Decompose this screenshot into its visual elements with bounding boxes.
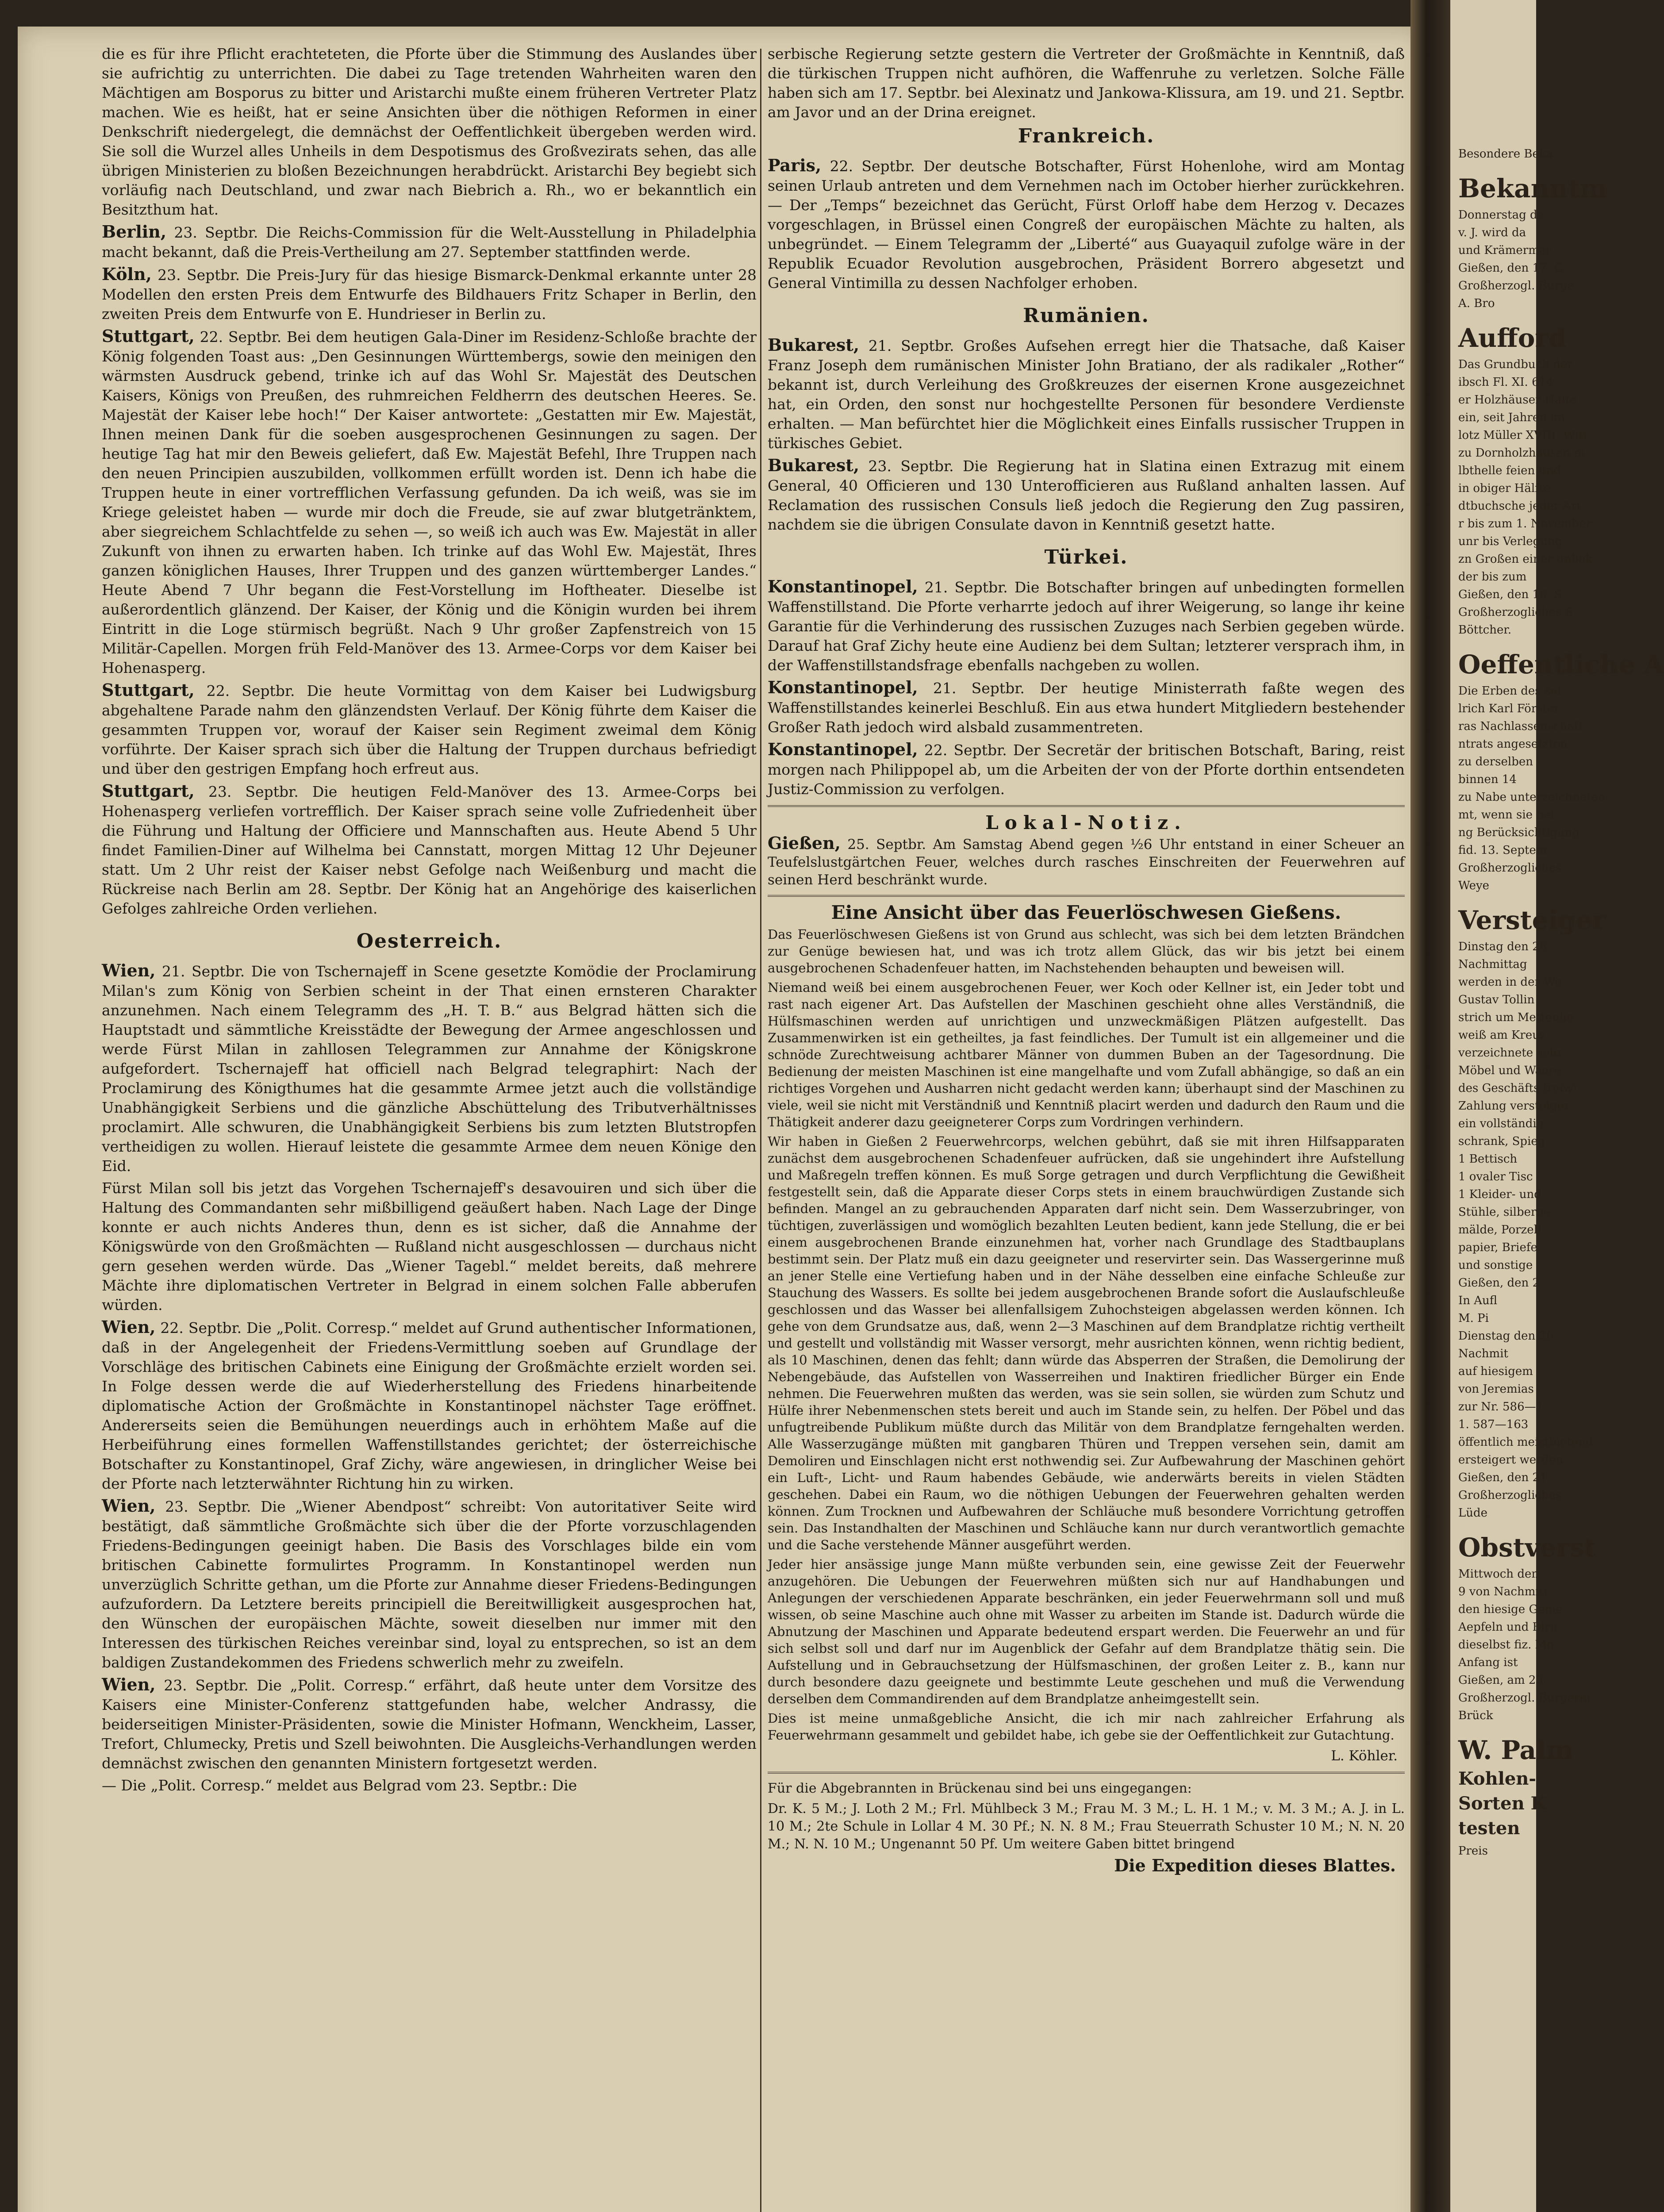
news-item-konstantinopel-1	[768, 577, 1405, 675]
dateline: Paris,	[768, 155, 822, 175]
article-paragraph: Das Feuerlöschwesen Gießens ist von Grund aus schlecht, was sich bei dem letzten Brändchen zur Genüge bewiesen hat, und was ich trotz allem Glück, das wir bis jetzt bei einem ausgebrochenen Schadenfeuer hatten, im Nachstehenden behaupten und beweisen will.	[768, 927, 1405, 975]
adjacent-page-line: ng Berücksichtigung	[1458, 826, 1580, 839]
left-column	[102, 44, 757, 1798]
news-text: 22. Septbr. Bei dem heutigen Gala-Diner im Residenz-Schloße brachte der König folgenden Toast aus: „Den Gesinnungen Württembergs, sowie den meinigen den wärmsten Ausdruck gebend, trinke ich auf das Wohl Sr. Majestät des Deutschen Kaisers, Königs von Preußen, des ruhmreichen Feldherrn des deutschen Heeres. Se. Majestät der Kaiser lebe hoch!“ Der Kaiser antwortete: „Gestatten mir Ew. Majestät, Ihnen meinen Dank für die soeben ausgesprochenen Gesinnungen zu sagen. Der heutige Tag hat mir den Beweis geliefert, daß Ew. Majestät Befehl, Ihre Truppen nach den neuen Principien auszubilden, vollkommen erfüllt worden ist. Denn ich habe die Truppen heute in einer vortrefflichen Verfassung gefunden. Da ich weiß, was sie im Kriege geleistet haben — wurde mir doch die Freude, sie auf zwar blutgetränktem, aber siegreichem Schlachtfelde zu sehen —, so weiß ich auch was Ew. Majestät in aller Zukunft von ihnen zu erwarten haben. Ich trinke auf das Wohl Ew. Majestät, Ihres ganzen königlichen Hauses, Ihrer Truppen und des ganzen württemberger Landes.“ Heute Abend 7 Uhr begann die Fest-Vorstellung im Hoftheater. Dieselbe ist außerordentlich glänzend. Der Kaiser, der König und die Königin wurden bei ihrem Eintritt in die Loge stürmisch begrüßt. Nach 9 Uhr großer Zapfenstreich von 15 Militär-Capellen. Morgen früh Feld-Manöver des 13. Armee-Corps vor dem Kaiser bei Hohenasperg.	[102, 328, 757, 676]
divider	[768, 895, 1405, 897]
news-text: 22. Septbr. Der deutsche Botschafter, Fürst Hohenlohe, wird am Montag seinen Urlaub antreten und dem Vernehmen nach im October hierher zurückkehren. — Der „Temps“ bezeichnet das Gerücht, Fürst Orloff habe dem Herzog v. Decazes vorgeschlagen, in Brüssel einen Congreß der europäischen Mächte zu halten, als unbegründet. — Einem Telegramm der „Liberté“ aus Guayaquil zufolge wäre in der Republik Ecuador Revolution ausgebrochen, Präsident Borrero abgesetzt und General Vintimilla zu dessen Nachfolger erhoben.	[768, 157, 1405, 292]
adjacent-page-line: von Jeremias	[1458, 1382, 1534, 1396]
dateline: Gießen,	[768, 833, 841, 853]
adjacent-page-line: Großherzogliches	[1458, 861, 1562, 875]
adjacent-page-line: lbthelle feien und	[1458, 464, 1561, 477]
adjacent-page-line: Anfang ist	[1458, 1656, 1518, 1669]
dateline: Bukarest,	[768, 335, 860, 355]
news-text: 23. Septbr. Die Regierung hat in Slatina einen Extrazug mit einem General, 40 Officieren und 130 Unterofficieren aus Rußland anhalten lassen. Auf Reclamation des russischen Consuls ließ jedoch die Regierung den Zug passiren, nachdem sie die übrigen Consulate davon in Kenntniß gesetzt hatte.	[768, 457, 1405, 533]
article-title: Eine Ansicht über das Feuerlöschwesen Gießens.	[831, 902, 1341, 923]
paragraph: Fürst Milan soll bis jetzt das Vorgehen Tschernajeff's desavouiren und sich über die Haltung des Commandanten sehr mißbilligend geäußert haben. Nach Lage der Dinge konnte er auch nichts Anderes thun, denn es ist sicher, daß die Annahme der Königswürde von den Großmächten — Rußland nicht ausgeschlossen — durchaus nicht gern gesehen werden würde. Das „Wiener Tagebl.“ meldet bereits, daß mehrere Mächte ihre diplomatischen Vertreter in Belgrad in einem solchen Falle abberufen würden.	[102, 1179, 757, 1313]
adjacent-page-line: Dienstag den 26	[1458, 1329, 1554, 1343]
news-item-berlin	[102, 222, 757, 262]
paragraph: die es für ihre Pflicht erachteteten, die Pforte über die Stimmung des Auslandes über sie aufrichtig zu unterrichten. Die dabei zu Tage tretenden Wahrheiten waren den Mächtigen am Bosporus zu bitter und Aristarchi mußte einem früheren Vertreter Platz machen. Wie es heißt, hat er seine Ansichten über die nöthigen Reformen in einer Denkschrift niedergelegt, die demnächst der Oeffentlichkeit übergeben werden wird. Sie soll die Wurzel alles Unheils in dem Despotismus des Großvezirats sehen, das alle übrigen Ministerien zu bloßen Bezeichnungen herabdrückt. Aristarchi Bey begiebt sich vorläufig nach Deutschland, und zwar nach Biebrich a. Rh., wo er bekanntlich ein Besitzthum hat.	[102, 45, 757, 218]
adjacent-page-line: testen	[1458, 1818, 1520, 1839]
dateline: Wien,	[102, 1317, 156, 1337]
adjacent-page-line: ein vollständig	[1458, 1117, 1544, 1130]
adjacent-page-line: schrank, Spieg	[1458, 1135, 1545, 1148]
dateline: Bukarest,	[768, 455, 860, 475]
adjacent-page-line: zu Dornholzhausen ei	[1458, 446, 1585, 460]
adjacent-page-line: mt, wenn sie bei	[1458, 808, 1554, 822]
adjacent-page-line: Möbel und Waare	[1458, 1064, 1561, 1077]
dateline: Wien,	[102, 1496, 156, 1516]
adjacent-page-line: lotz Müller XVIII. Witt	[1458, 429, 1588, 442]
adjacent-page-line: ibsch Fl. XI. 614	[1458, 376, 1554, 389]
expedition-signature: Die Expedition dieses Blattes.	[1114, 1855, 1396, 1875]
dateline: Konstantinopel,	[768, 576, 918, 596]
adjacent-page-line: Aufford	[1458, 323, 1567, 353]
adjacent-page-line: er Holzhäuser-Hälte	[1458, 393, 1577, 407]
adjacent-page-line: papier, Briefe	[1458, 1241, 1537, 1254]
adjacent-page-line: ras Nachlassenschaft	[1458, 720, 1583, 733]
section-heading-frankreich: Frankreich.	[1018, 125, 1155, 147]
adjacent-page-line: mälde, Porzell	[1458, 1223, 1541, 1237]
section-heading-rumaenien: Rumänien.	[1023, 304, 1149, 327]
section-heading-oesterreich: Oesterreich.	[356, 930, 502, 952]
adjacent-page-line: M. Pi	[1458, 1312, 1489, 1325]
adjacent-page-line: Nachmittag	[1458, 958, 1527, 971]
adjacent-page-line: zu derselben	[1458, 755, 1533, 768]
adjacent-page-line: Nachmit	[1458, 1347, 1508, 1360]
adjacent-page-line: Stühle, silberne	[1458, 1206, 1551, 1219]
dateline: Stuttgart,	[102, 781, 195, 801]
dateline: Köln,	[102, 264, 152, 284]
adjacent-page-line: dieselbst fiz. Mo	[1458, 1638, 1554, 1651]
divider	[768, 1772, 1405, 1774]
adjacent-page-line: öffentlich meistbietend	[1458, 1436, 1593, 1449]
adjacent-page-line: auf hiesigem	[1458, 1365, 1533, 1378]
news-item-wien-3	[102, 1496, 757, 1672]
news-text: 21. Septbr. Die von Tschernajeff in Scene gesetzte Komödie der Proclamirung Milan's zum König von Serbien scheint in der That einen ernsteren Charakter anzunehmen. Nach einem Telegramm des „H. T. B.“ aus Belgrad hätten sich die Hauptstadt und sämmtliche Kreisstädte der Bewegung der Armee angeschlossen und werde Fürst Milan in zahllosen Telegrammen zur Annahme der Königskrone aufgefordert. Tschernajeff hat officiell nach Belgrad telegraphirt: Nach der Proclamirung des Königthumes hat die gesammte Armee jetzt auch die vollständige Unabhängigkeit Serbiens und die gänzliche Abschüttelung des Tributverhältnisses proclamirt. Alle schwuren, die Unabhängigkeit Serbiens bis zum letzten Blutstropfen vertheidigen zu wollen. Hierauf leistete die gesammte Armee dem neuen Könige den Eid.	[102, 963, 757, 1175]
adjacent-page-line: Großherzogl. Bürgerm	[1458, 1691, 1591, 1705]
column-rule	[760, 49, 761, 2212]
adjacent-page-line: Lüde	[1458, 1506, 1488, 1520]
adjacent-page-line: Gießen, am 23.	[1458, 1674, 1547, 1687]
middle-column	[768, 44, 1405, 1875]
adjacent-page-line: den hiesige Geme	[1458, 1603, 1563, 1616]
adjacent-page-line: binnen 14	[1458, 773, 1517, 786]
adjacent-page-line: v. J. wird da	[1458, 226, 1526, 239]
donations-heading: Für die Abgebrannten in Brückenau sind bei uns eingegangen:	[768, 1781, 1192, 1796]
adjacent-page-line: werden in der Wo	[1458, 975, 1562, 989]
dateline: Wien,	[102, 1674, 156, 1694]
adjacent-page-line: 1 Kleider- und	[1458, 1188, 1541, 1201]
adjacent-page-line: Zahlung versteiger	[1458, 1099, 1570, 1113]
adjacent-page-line: weiß am Kreuz	[1458, 1029, 1546, 1042]
adjacent-page-line: Böttcher.	[1458, 623, 1512, 637]
adjacent-page-line: Besondere Beka	[1458, 147, 1553, 161]
adjacent-page-line: lrich Karl Förster	[1458, 702, 1560, 715]
adjacent-page-line: in obiger Hälfte	[1458, 482, 1551, 495]
dateline: Wien,	[102, 960, 156, 980]
adjacent-page-line: 9 von Nachmitt	[1458, 1585, 1549, 1598]
news-item-bukarest-2	[768, 456, 1405, 534]
adjacent-page-line: Bekanntm	[1458, 173, 1607, 204]
adjacent-page-line: 1 Bettisch	[1458, 1152, 1518, 1166]
adjacent-page-line: und sonstige	[1458, 1259, 1533, 1272]
paragraph: serbische Regierung setzte gestern die Vertreter der Großmächte in Kenntniß, daß die türkischen Truppen nicht aufhören, die Waffenruhe zu verletzen. Solche Fälle haben sich am 17. Septbr. bei Alexinatz und Jankowa-Klissura, am 19. und 21. Septbr. am Javor und an der Drina ereignet.	[768, 45, 1405, 121]
news-item-paris	[768, 156, 1405, 293]
dateline: Stuttgart,	[102, 680, 195, 700]
news-item-wien-1	[102, 961, 757, 1176]
adjacent-page-line: Die Erben des sel	[1458, 684, 1561, 698]
news-text: 22. Septbr. Der Secretär der britischen Botschaft, Baring, reist morgen nach Philippopel ab, um die Arbeiten der von der Pforte dorthin entsendeten Justiz-Commission zu verfolgen.	[768, 741, 1405, 798]
adjacent-page-line: Preis	[1458, 1844, 1488, 1858]
adjacent-page-line: r bis zum 1. November	[1458, 517, 1592, 530]
article-paragraph: Dies ist meine unmaßgebliche Ansicht, die ich mir nach zahlreicher Erfahrung als Feuerwehrmann gesammelt und gebildet habe, ich gebe sie der Oeffentlichkeit zur Gutachtung.	[768, 1711, 1405, 1743]
adjacent-page-line: In Aufl	[1458, 1294, 1498, 1307]
news-text: 23. Septbr. Die Reichs-Commission für die Welt-Ausstellung in Philadelphia macht bekannt, daß die Preis-Vertheilung am 27. September stattfinden werde.	[102, 224, 757, 261]
adjacent-page-line: zur Nr. 586—1	[1458, 1400, 1544, 1413]
adjacent-page-line: Mittwoch den	[1458, 1567, 1539, 1581]
news-item-konstantinopel-3	[768, 740, 1405, 799]
adjacent-page-edge	[1450, 0, 1664, 2212]
news-text: 21. Septbr. Die Botschafter bringen auf unbedingten formellen Waffenstillstand. Die Pforte verharrte jedoch auf ihrer Weigerung, so lange ihr keine Garantie für die Verhinderung des russischen Zuzuges nach Serbien gegeben würde. Darauf hat Graf Zichy heute eine Audienz bei dem Sultan; letzterer versprach ihm, in der Waffenstillstandsfrage ebenfalls nachgeben zu wollen.	[768, 579, 1405, 674]
section-heading-tuerkei: Türkei.	[1044, 546, 1128, 568]
adjacent-page-line: zn Großen einer unbek	[1458, 553, 1593, 566]
section-heading-lokal-notiz: Lokal-Notiz.	[985, 812, 1187, 833]
adjacent-page-line: Obstverst	[1458, 1532, 1596, 1563]
adjacent-page-line: Großherzogliches	[1458, 1489, 1562, 1502]
adjacent-page-line: Gießen, den 21.	[1458, 1471, 1551, 1484]
paragraph-continued: — Die „Polit. Corresp.“ meldet aus Belgrad vom 23. Septbr.: Die	[102, 1777, 577, 1794]
news-text: 22. Septbr. Die „Polit. Corresp.“ meldet auf Grund authentischer Informationen, daß in der Angelegenheit der Friedens-Vermittlung soeben auf Grundlage der Vorschläge des britischen Cabinets eine Einigung der Großmächte erzielt worden sei. In Folge dessen werde die auf Wiederherstellung des Friedens hinarbeitende diplomatische Action der Großmächte in Konstantinopel nächster Tage eröffnet. Andererseits seien die Bemühungen neuerdings auch in erhöhtem Maße auf die Herbeiführung eines formellen Waffenstillstandes gerichtet; der österreichische Botschafter zu Konstantinopel, Graf Zichy, wäre angewiesen, in dringlicher Weise bei der Pforte nach letzterwähnter Richtung hin zu wirken.	[102, 1319, 757, 1492]
adjacent-page-line: und Krämermar	[1458, 244, 1552, 257]
adjacent-page-line: Dinstag den 26	[1458, 940, 1547, 953]
news-item-wien-4	[102, 1675, 757, 1773]
article-signature: L. Köhler.	[1331, 1748, 1398, 1764]
adjacent-page-line: zu Nabe unterzeichneten	[1458, 791, 1606, 804]
page-gutter	[1410, 0, 1450, 2212]
news-item-bukarest-1	[768, 335, 1405, 453]
news-item-stuttgart-1	[102, 326, 757, 678]
adjacent-page-line: dtbuchsche jeder Art	[1458, 499, 1581, 513]
adjacent-page-line: Großherzogliches S	[1458, 606, 1573, 619]
adjacent-page-line: Gießen, den 16. S	[1458, 588, 1562, 601]
dateline: Berlin,	[102, 222, 167, 242]
news-item-konstantinopel-2	[768, 678, 1405, 737]
adjacent-page-line: der bis zum	[1458, 570, 1527, 584]
news-text: 21. Septbr. Der heutige Ministerrath faßte wegen des Waffenstillstandes keinerlei Beschluß. Ein aus etwa hundert Mitgliedern bestehender Großer Rath jedoch wird alsbald zusammentreten.	[768, 680, 1405, 736]
adjacent-page-line: Gießen, den 2	[1458, 1276, 1540, 1290]
adjacent-page-line: des Geschäfts freiwi	[1458, 1082, 1577, 1095]
adjacent-page-line: Das Grundbuch der	[1458, 358, 1573, 371]
adjacent-page-line: unr bis Verlegung	[1458, 535, 1563, 548]
dateline: Konstantinopel,	[768, 677, 918, 697]
adjacent-page-line: Donnerstag de	[1458, 208, 1545, 222]
adjacent-page-line: Weye	[1458, 879, 1490, 892]
adjacent-page-line: Gießen, den 17. G	[1458, 261, 1564, 275]
news-item-giessen	[768, 834, 1405, 889]
adjacent-page-line: strich um Mettenhe	[1458, 1011, 1574, 1024]
adjacent-page-line: Versteiger	[1458, 905, 1606, 935]
adjacent-page-line: Gustav Tollin	[1458, 993, 1535, 1006]
news-text: 23. Septbr. Die „Polit. Corresp.“ erfährt, daß heute unter dem Vorsitze des Kaisers eine Minister-Conferenz stattgefunden habe, welcher Andrassy, die beiderseitigen Minister-Präsidenten, sowie die Minister Hofmann, Wenckheim, Lasser, Trefort, Chlumecky, Pretis und Szell beiwohnten. Die Ausgleichs-Verhandlungen werden demnächst zwischen den genannten Ministern fortgesetzt werden.	[102, 1677, 757, 1772]
adjacent-page-line: W. Palm	[1458, 1735, 1573, 1765]
dateline: Konstantinopel,	[768, 739, 918, 759]
adjacent-page-line: fid. 13. Septem	[1458, 844, 1547, 857]
adjacent-page-line: Aepfeln und Birn	[1458, 1621, 1558, 1634]
news-item-stuttgart-3	[102, 781, 757, 918]
adjacent-page-line: verzeichnete sehr	[1458, 1046, 1563, 1060]
dateline: Stuttgart,	[102, 326, 195, 346]
adjacent-page-line: Brück	[1458, 1709, 1493, 1722]
news-text: 22. Septbr. Die heute Vormittag von dem Kaiser bei Ludwigsburg abgehaltene Parade nahm den glänzendsten Verlauf. Der König führte dem Kaiser die gesammten Truppen vor, worauf der Kaiser sein Regiment zweimal dem König vorführte. Der Kaiser sprach sich über die Haltung der Truppen durchaus befriedigt und über den gestrigen Empfang hoch erfreut aus.	[102, 682, 757, 777]
news-item-koeln	[102, 265, 757, 324]
news-text: 23. Septbr. Die Preis-Jury für das hiesige Bismarck-Denkmal erkannte unter 28 Modellen den ersten Preis dem Entwurfe des Bildhauers Fritz Schaper in Berlin, den zweiten Preis dem Entwurfe von E. Hundrieser in Berlin zu.	[102, 266, 757, 323]
news-text: 23. Septbr. Die heutigen Feld-Manöver des 13. Armee-Corps bei Hohenasperg verliefen vortrefflich. Der Kaiser sprach seine volle Zufriedenheit über die Führung und Haltung der Officiere und Mannschaften aus. Heute Abend 5 Uhr findet Familien-Diner auf Wilhelma bei Cannstatt, morgen Mittag 12 Uhr Dejeuner statt. Um 2 Uhr reist der Kaiser nebst Gefolge nach Weißenburg und macht die Rückreise nach Berlin am 28. Septbr. Der König hat an Angehörige des kaiserlichen Gefolges zahlreiche Orden verliehen.	[102, 783, 757, 917]
donations-list: Dr. K. 5 M.; J. Loth 2 M.; Frl. Mühlbeck 3 M.; Frau M. 3 M.; L. H. 1 M.; v. M. 3 M.; A. J. in L. 10 M.; 2te Schule in Lollar 4 M. 30 Pf.; N. N. 8 M.; Frau Steuerrath Schuster 10 M.; N. N. 20 M.; N. N. 10 M.; Ungenannt 50 Pf. Um weitere Gaben bittet bringend	[768, 1801, 1405, 1852]
adjacent-page-line: Kohlen-	[1458, 1768, 1536, 1789]
news-text: 25. Septbr. Am Samstag Abend gegen ½6 Uhr entstand in einer Scheuer an Teufelslustgärtchen Feuer, welches durch rasches Einschreiten der Feuerwehren auf seinen Herd beschränkt wurde.	[768, 837, 1405, 888]
news-item-stuttgart-2	[102, 680, 757, 779]
news-text: 23. Septbr. Die „Wiener Abendpost“ schreibt: Von autoritativer Seite wird bestätigt, daß sämmtliche Großmächte sich über die der Pforte vorzuschlagenden Friedens-Bedingungen geeinigt haben. Die Basis des Vorschlages bilde ein vom britischen Cabinette formulirtes Programm. In Konstantinopel werden nun unverzüglich Schritte gethan, um die Pforte zur Annahme dieser Friedens-Bedingungen aufzufordern. Da Letztere bereits principiell die Bereitwilligkeit ausgesprochen hat, den Wünschen der europäischen Mächte, soweit dieselben nur immer mit den Interessen des türkischen Reiches vereinbar sind, loyal zu entsprechen, so ist an dem baldigen Zustandekommen des Friedens schwerlich mehr zu zweifeln.	[102, 1498, 757, 1671]
adjacent-page-line: Sorten K	[1458, 1793, 1546, 1814]
adjacent-page-line: 1 ovaler Tisc	[1458, 1170, 1533, 1183]
adjacent-page-line: Großherzogl. Bürge	[1458, 279, 1574, 292]
article-paragraph: Jeder hier ansässige junge Mann müßte verbunden sein, eine gewisse Zeit der Feuerwehr anzugehören. Die Uebungen der Feuerwehren müßten sich nur auf Handhabungen und Anlegungen der verschiedenen Apparate beschränken, ein jeder Feuerwehrmann soll und muß wissen, ob seine Maschine auch ohne mit Wasser zu arbeiten im Stande ist. Dadurch würde die Abnutzung der Maschinen und Apparate bedeutend erspart werden. Die Feuerwehr an und für sich selbst soll und darf nur im Augenblick der Gefahr auf dem Brandplatze thätig sein. Die Aufstellung und in Gebrauchsetzung der Hülfsmaschinen, der großen Leiter z. B., kann nur durch besondere dazu geeignete und bestimmte Leute geschehen und muß die Verwendung derselben dem Commandirenden auf dem Brandplatze anheimgestellt sein.	[768, 1557, 1405, 1706]
adjacent-page-line: ntrats angesetzten	[1458, 737, 1568, 751]
adjacent-page-line: ein, seit Jahren im	[1458, 411, 1565, 424]
article-paragraph: Niemand weiß bei einem ausgebrochenen Feuer, wer Koch oder Kellner ist, ein Jeder tobt und rast nach eigener Art. Das Aufstellen der Maschinen geschieht ohne alles Verständniß, die Hülfsmaschinen werden auf unrichtigen und unzweckmäßigen Plätzen aufgestellt. Das Zusammenwirken ist ein getheiltes, ja fast feindliches. Der Tumult ist ein allgemeiner und die schnöde Zurechtweisung achtbarer Männer von dummen Buben an der Tagesordnung. Die Bedienung der meisten Maschinen ist eine mangelhafte und vom Zufall abhängige, so daß an ein richtiges Vorgehen und Ausharren nicht gedacht werden kann; überhaupt sind der Maschinen zu viele, weil sie nicht mit Verständniß und Kenntniß placirt werden und dadurch den Raum und die Thätigkeit anderer dazu geeigneterer Corps zum Vordringen verhindern.	[768, 980, 1405, 1129]
news-text: 21. Septbr. Großes Aufsehen erregt hier die Thatsache, daß Kaiser Franz Joseph dem rumänischen Minister John Bratiano, der als radikaler „Rother“ bekannt ist, durch Verleihung des Großkreuzes der eisernen Krone ausgezeichnet hat, ein Orden, den sonst nur hochgestellte Personen für besondere Verdienste erhalten. — Man befürchtet hier die Möglichkeit eines Einfalls russischer Truppen in türkisches Gebiet.	[768, 337, 1405, 452]
adjacent-page-line: ersteigert werden	[1458, 1453, 1564, 1467]
news-item-wien-2	[102, 1317, 757, 1494]
adjacent-page-line: 1. 587—163	[1458, 1418, 1529, 1431]
adjacent-page-line: Oeffentliche A	[1458, 649, 1664, 680]
adjacent-page-line: A. Bro	[1458, 297, 1495, 310]
article-paragraph: Wir haben in Gießen 2 Feuerwehrcorps, welchen gebührt, daß sie mit ihren Hilfsapparaten zunächst dem ausgebrochenen Schadenfeuer aufrücken, daß sie ungehindert ihre Aufstellung und Maßregeln treffen können. Es muß Sorge getragen und durch Verpflichtung die Gewißheit festgestellt sein, daß die Apparate dieser Corps stets in einem brauchwürdigen Zustande sich befinden. Mangel an zu gebrauchenden Apparaten darf nicht sein. Dem Wasserzubringer, von tüchtigen, zuverlässigen und womöglich bezahlten Leuten bedient, kann jede Stellung, die er bei einem ausgebrochenen Brande einzunehmen hat, vorher nach Grundlage des Stadtbauplans bestimmt sein. Der Platz muß ein dazu geeigneter und reservirter sein. Das Wassergerinne muß an jener Stelle eine Vertiefung haben und in der Nähe desselben eine einfache Schleuße zur Stauchung des Wassers. Es sollte bei jedem ausgebrochenen Brande sofort die Auslaufschleuße geschlossen und das Wasser bei allenfallsigem Zuhochsteigen abgelassen werden können. Ich gehe von dem Grundsatze aus, daß, wenn 2—3 Maschinen auf dem Brandplatze richtig vertheilt und gestellt und vollständig mit Wasser versorgt, mehr ausrichten können, wenn richtig bedient, als 10 Maschinen, denen das fehlt; dann würde das Absperren der Straßen, die Demolirung der Nebengebäude, das Aufstellen von Wasserreihen und Inaktiren friedlicher Bürger ein Ende nehmen. Die Feuerwehren mußten das werden, was sie sein sollen, sie würden zum Schutz und Hülfe ihrer Nebenmenschen stets bereit und auch im Stande sein, zu helfen. Der Pöbel und das unfugtreibende Publikum müßte durch das Militär von dem Brandplatze ferngehalten werden. Alle Wasserzugänge müßten mit gangbaren Thüren und Treppen versehen sein, damit am Demoliren und Einschlagen nicht erst nothwendig sei. Zur Aufbewahrung der Maschinen gehört ein Luft-, Licht- und Raum habendes Gebäude, wie anderwärts bereits in vielen Städten geschehen. Dabei ein Raum, wo die nöthigen Uebungen der Feuerwehren gehalten werden können. Zum Trocknen und Aufbewahren der Schläuche muß besondere Vorrichtung getroffen sein. Das Instandhalten der Maschinen und Schläuche kann nur durch verantwortlich gemachte und die Sache verstehende Männer ausgeführt werden.	[768, 1134, 1405, 1552]
divider	[768, 805, 1405, 807]
